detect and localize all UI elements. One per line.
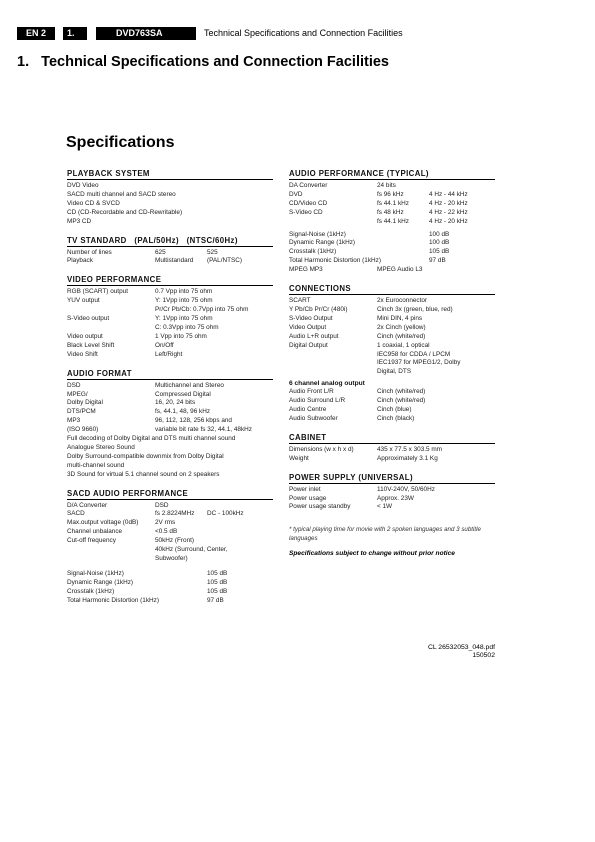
- connections-row: [289, 315, 495, 324]
- sacd-measure-label: Crosstalk (1kHz): [67, 587, 115, 595]
- audio-format-value: Multichannel and Stereo: [155, 381, 224, 389]
- sacd-value: <0.5 dB: [155, 528, 178, 536]
- cabinet-section: [289, 433, 495, 464]
- video-label: Video output: [67, 332, 103, 340]
- audio-perf-row: [289, 218, 495, 227]
- audio-format-value: 16, 20, 24 bits: [155, 399, 196, 407]
- power-supply-heading: POWER SUPPLY (UNIVERSAL): [289, 473, 495, 484]
- analog-output-subheading: 6 channel analog output: [289, 380, 365, 388]
- video-value: Y: 1Vpp into 75 ohm: [155, 297, 213, 305]
- sacd-section: [67, 489, 273, 606]
- audio-performance-section: [289, 169, 495, 275]
- video-row: [67, 324, 273, 333]
- analog-output-label: Audio Surround L/R: [289, 397, 346, 405]
- sacd-label: Max.output voltage (0dB): [67, 519, 139, 527]
- tv-standard-heading: TV STANDARD (PAL/50Hz) (NTSC/60Hz): [67, 236, 273, 247]
- cabinet-value: 435 x 77.5 x 303.5 mm: [377, 445, 443, 453]
- analog-output-label: Audio Centre: [289, 406, 327, 414]
- sacd-heading: SACD AUDIO PERFORMANCE: [67, 489, 273, 500]
- video-row: [67, 306, 273, 315]
- tv-row: [67, 257, 273, 266]
- footnote: * typical playing time for movie with 2 spoken languages and 3 subtitle languages: [289, 526, 481, 543]
- sacd-label: [67, 546, 155, 555]
- video-row: [67, 351, 273, 360]
- video-row: [67, 315, 273, 324]
- video-value: C: 0.3Vpp into 75 ohm: [155, 323, 219, 331]
- audio-format-line: Dolby Surround-compatible downmix from Dolby Digital: [67, 452, 224, 460]
- audio-format-row: [67, 408, 273, 417]
- sacd-measure-row: [67, 597, 273, 606]
- connections-row: [289, 306, 495, 315]
- audio-format-value: 96, 112, 128, 256 kbps and: [155, 417, 232, 425]
- connections-value: IEC1937 for MPEG1/2, Dolby: [377, 359, 461, 367]
- audio-perf-value: fs 44.1 kHz: [377, 199, 409, 207]
- sacd-row: [67, 546, 273, 555]
- power-label: Power usage standby: [289, 503, 351, 511]
- audio-perf-measure-value: 100 dB: [429, 239, 450, 247]
- power-supply-section: [289, 473, 495, 513]
- analog-output-row: [289, 397, 495, 406]
- sacd-label: SACD: [67, 510, 85, 518]
- video-label: [67, 324, 155, 333]
- sacd-value: 50kHz (Front): [155, 537, 195, 545]
- playback-section: [67, 169, 273, 227]
- audio-perf-measure-label: MPEG MP3: [289, 266, 323, 274]
- sacd-measure-value: 105 dB: [207, 569, 228, 577]
- audio-perf-label: S-Video CD: [289, 208, 323, 216]
- video-value: 0.7 Vpp into 75 ohm: [155, 288, 213, 296]
- sacd-value: fs 2.8224MHz: [155, 510, 195, 518]
- analog-output-row: [289, 415, 495, 424]
- connections-row: [289, 342, 495, 351]
- page-footer: [428, 644, 495, 660]
- audio-perf-value: fs 44.1 kHz: [377, 217, 409, 225]
- connections-row: [289, 368, 495, 377]
- connections-label: SCART: [289, 297, 311, 305]
- header-lang: EN 2: [25, 28, 46, 38]
- audio-perf-measure-row: [289, 266, 495, 275]
- connections-row: [289, 351, 495, 360]
- analog-output-label: Audio Subwoofer: [289, 414, 338, 422]
- connections-row: [289, 359, 495, 368]
- power-label: Power usage: [289, 494, 327, 502]
- audio-perf-measure-row: [289, 239, 495, 248]
- audio-perf-measure-label: Dynamic Range (1kHz): [289, 239, 356, 247]
- connections-label: Video Output: [289, 323, 327, 331]
- power-value: Approx. 23W: [377, 494, 414, 502]
- connections-value: 2x Euroconnector: [377, 297, 428, 305]
- playback-line: MP3 CD: [67, 217, 92, 225]
- audio-perf-measure-row: [289, 231, 495, 240]
- tv-ntsc: (PAL/NTSC): [207, 257, 243, 265]
- audio-format-value: fs, 44.1, 48, 96 kHz: [155, 408, 211, 416]
- video-label: YUV output: [67, 297, 100, 305]
- video-value: Pr/Cr Pb/Cb: 0.7Vpp into 75 ohm: [155, 306, 249, 314]
- sacd-measure-row: [67, 588, 273, 597]
- power-value: < 1W: [377, 503, 393, 511]
- cabinet-heading: CABINET: [289, 433, 495, 444]
- connections-label: Digital Output: [289, 341, 328, 349]
- tv-row: [67, 249, 273, 258]
- video-label: [67, 306, 155, 315]
- header-title: Technical Specifications and Connection Facilities: [204, 28, 403, 38]
- video-row: [67, 288, 273, 297]
- audio-perf-row: [289, 182, 495, 191]
- playback-line: Video CD & SVCD: [67, 199, 120, 207]
- audio-perf-label: [289, 218, 377, 227]
- cabinet-label: Dimensions (w x h x d): [289, 445, 354, 453]
- video-row: [67, 333, 273, 342]
- sacd-measure-row: [67, 570, 273, 579]
- power-row: [289, 503, 495, 512]
- header-model-box: [96, 27, 196, 40]
- video-performance-section: [67, 275, 273, 359]
- audio-perf-label: CD/Video CD: [289, 199, 328, 207]
- cabinet-label: Weight: [289, 454, 309, 462]
- audio-perf-measure-value: 100 dB: [429, 230, 450, 238]
- sacd-range: DC - 100kHz: [207, 510, 244, 518]
- playback-line: DVD Video: [67, 182, 99, 189]
- connections-value: Mini DIN, 4 pins: [377, 314, 423, 322]
- audio-perf-measure-value: 105 dB: [429, 248, 450, 256]
- audio-format-section: [67, 369, 273, 480]
- audio-perf-measure-label: Crosstalk (1kHz): [289, 248, 337, 256]
- video-value: On/Off: [155, 341, 174, 349]
- tv-standard-section: [67, 236, 273, 267]
- sacd-measure-label: Signal-Noise (1kHz): [67, 569, 124, 577]
- cabinet-value: Approximately 3.1 Kg: [377, 454, 438, 462]
- cabinet-row: [289, 455, 495, 464]
- right-column: [289, 169, 495, 558]
- playback-heading: PLAYBACK SYSTEM: [67, 169, 273, 180]
- connections-heading: CONNECTIONS: [289, 284, 495, 295]
- sacd-value: 2V rms: [155, 519, 176, 527]
- audio-perf-measure-row: [289, 248, 495, 257]
- audio-format-line: Full decoding of Dolby Digital and DTS multi channel sound: [67, 435, 236, 443]
- sacd-label: D/A Converter: [67, 501, 108, 509]
- connections-value: Cinch 3x (green, blue, red): [377, 305, 453, 313]
- power-value: 110V-240V, 50/60Hz: [377, 485, 435, 493]
- audio-format-row: [67, 399, 273, 408]
- audio-perf-range: 4 Hz - 22 kHz: [429, 208, 468, 216]
- audio-format-value: variable bit rate fs 32, 44.1, 48kHz: [155, 426, 252, 434]
- analog-output-row: [289, 406, 495, 415]
- connections-label: Y Pb/Cb Pr/Cr (480i): [289, 305, 348, 313]
- audio-format-line: 3D Sound for virtual 5.1 channel sound on 2 speakers: [67, 470, 220, 478]
- audio-perf-measure-label: Total Harmonic Distortion (1kHz): [289, 257, 381, 265]
- connections-section: [289, 284, 495, 424]
- audio-format-line: Analogue Stereo Sound: [67, 443, 135, 451]
- playback-line: CD (CD-Recordable and CD-Rewritable): [67, 208, 183, 216]
- sacd-value: DSD: [155, 501, 169, 509]
- sacd-measure-value: 105 dB: [207, 587, 228, 595]
- audio-format-row: [67, 417, 273, 426]
- analog-output-value: Cinch (white/red): [377, 388, 426, 396]
- video-performance-heading: VIDEO PERFORMANCE: [67, 275, 273, 286]
- sacd-row: [67, 537, 273, 546]
- connections-row: [289, 297, 495, 306]
- power-label: Power inlet: [289, 485, 321, 493]
- audio-perf-measure-label: Signal-Noise (1kHz): [289, 230, 346, 238]
- audio-format-label: Dolby Digital: [67, 399, 103, 407]
- power-row: [289, 495, 495, 504]
- video-value: 1 Vpp into 75 ohm: [155, 332, 207, 340]
- connections-value: Digital, DTS: [377, 368, 412, 376]
- video-row: [67, 342, 273, 351]
- connections-value: Cinch (white/red): [377, 332, 426, 340]
- change-notice: Specifications subject to change without prior notice: [289, 550, 455, 558]
- sacd-measure-value: 105 dB: [207, 578, 228, 586]
- video-label: Video Shift: [67, 350, 98, 358]
- video-label: Black Level Shift: [67, 341, 115, 349]
- audio-perf-value: fs 48 kHz: [377, 208, 404, 216]
- sacd-row: [67, 555, 273, 564]
- tv-ntsc: 525: [207, 248, 218, 256]
- audio-perf-row: [289, 209, 495, 218]
- sacd-label: Channel unbalance: [67, 528, 123, 536]
- sacd-value: Subwoofer): [155, 555, 188, 562]
- tv-pal: Multistandard: [155, 257, 194, 265]
- audio-format-value: Compressed Digital: [155, 390, 211, 398]
- tv-pal: 625: [155, 248, 166, 256]
- audio-perf-range: 4 Hz - 20 kHz: [429, 217, 468, 225]
- analog-output-value: Cinch (black): [377, 414, 415, 422]
- video-label: RGB (SCART) output: [67, 288, 128, 296]
- audio-format-line: multi-channel sound: [67, 461, 125, 469]
- sacd-measure-label: Dynamic Range (1kHz): [67, 578, 134, 586]
- power-row: [289, 486, 495, 495]
- playback-line: SACD multi channel and SACD stereo: [67, 190, 176, 198]
- connections-row: [289, 324, 495, 333]
- sacd-measure-value: 97 dB: [207, 596, 224, 604]
- audio-perf-label: DA Converter: [289, 182, 328, 189]
- header-lang-box: [17, 27, 55, 40]
- connections-label: [289, 359, 377, 368]
- header-model: DVD763SA: [116, 28, 163, 38]
- connections-label: [289, 351, 377, 360]
- audio-perf-measure-value: MPEG Audio L3: [377, 266, 423, 274]
- audio-perf-value: 24 bits: [377, 182, 396, 189]
- audio-perf-range: 4 Hz - 44 kHz: [429, 190, 468, 198]
- specifications-title: Specifications: [66, 134, 175, 151]
- audio-format-label: MPEG/: [67, 390, 88, 398]
- analog-output-value: Cinch (blue): [377, 406, 412, 414]
- analog-output-label: Audio Front L/R: [289, 388, 334, 396]
- connections-label: [289, 368, 377, 377]
- audio-format-heading: AUDIO FORMAT: [67, 369, 273, 380]
- audio-perf-range: 4 Hz - 20 kHz: [429, 199, 468, 207]
- audio-perf-row: [289, 191, 495, 200]
- tv-label: Number of lines: [67, 248, 112, 256]
- sacd-measure-label: Total Harmonic Distortion (1kHz): [67, 596, 159, 604]
- analog-output-value: Cinch (white/red): [377, 397, 426, 405]
- connections-row: [289, 333, 495, 342]
- audio-format-label: MP3: [67, 417, 81, 425]
- audio-format-row: [67, 426, 273, 435]
- sacd-label: [67, 555, 155, 564]
- audio-perf-value: fs 96 kHz: [377, 190, 404, 198]
- video-row: [67, 297, 273, 306]
- audio-format-row: [67, 391, 273, 400]
- sacd-row: [67, 519, 273, 528]
- header-chapter-box: [63, 27, 87, 40]
- cabinet-row: [289, 446, 495, 455]
- tv-label: Playback: [67, 257, 93, 265]
- video-label: S-Video output: [67, 315, 110, 323]
- sacd-row: [67, 502, 273, 511]
- main-title: 1. Technical Specifications and Connection Facilities: [17, 54, 389, 70]
- video-value: Left/Right: [155, 350, 183, 358]
- connections-value: 2x Cinch (yellow): [377, 323, 426, 331]
- sacd-label: Cut-off frequency: [67, 537, 116, 545]
- connections-value: 1 coaxial, 1 optical: [377, 341, 430, 349]
- connections-label: Audio L+R output: [289, 332, 339, 340]
- left-column: [67, 169, 273, 615]
- sacd-value: 40kHz (Surround, Center,: [155, 546, 228, 554]
- sacd-measure-row: [67, 579, 273, 588]
- audio-perf-measure-value: 97 dB: [429, 257, 446, 265]
- analog-output-row: [289, 388, 495, 397]
- video-value: Y: 1Vpp into 75 ohm: [155, 315, 213, 323]
- audio-format-label: (ISO 9660): [67, 426, 99, 434]
- header-chapter: 1.: [67, 28, 75, 38]
- connections-value: IEC958 for CDDA / LPCM: [377, 350, 451, 358]
- audio-format-row: [67, 382, 273, 391]
- footer-code: 150502: [472, 652, 495, 659]
- audio-perf-measure-row: [289, 257, 495, 266]
- footer-doc-id: CL 26532053_048.pdf: [427, 644, 495, 651]
- audio-performance-heading: AUDIO PERFORMANCE (TYPICAL): [289, 169, 495, 180]
- connections-label: S-Video Output: [289, 314, 333, 322]
- sacd-row: [67, 528, 273, 537]
- audio-format-label: DSD: [67, 381, 81, 389]
- audio-perf-row: [289, 200, 495, 209]
- audio-perf-label: DVD: [289, 190, 303, 198]
- sacd-row: [67, 510, 273, 519]
- audio-format-label: DTS/PCM: [67, 408, 96, 416]
